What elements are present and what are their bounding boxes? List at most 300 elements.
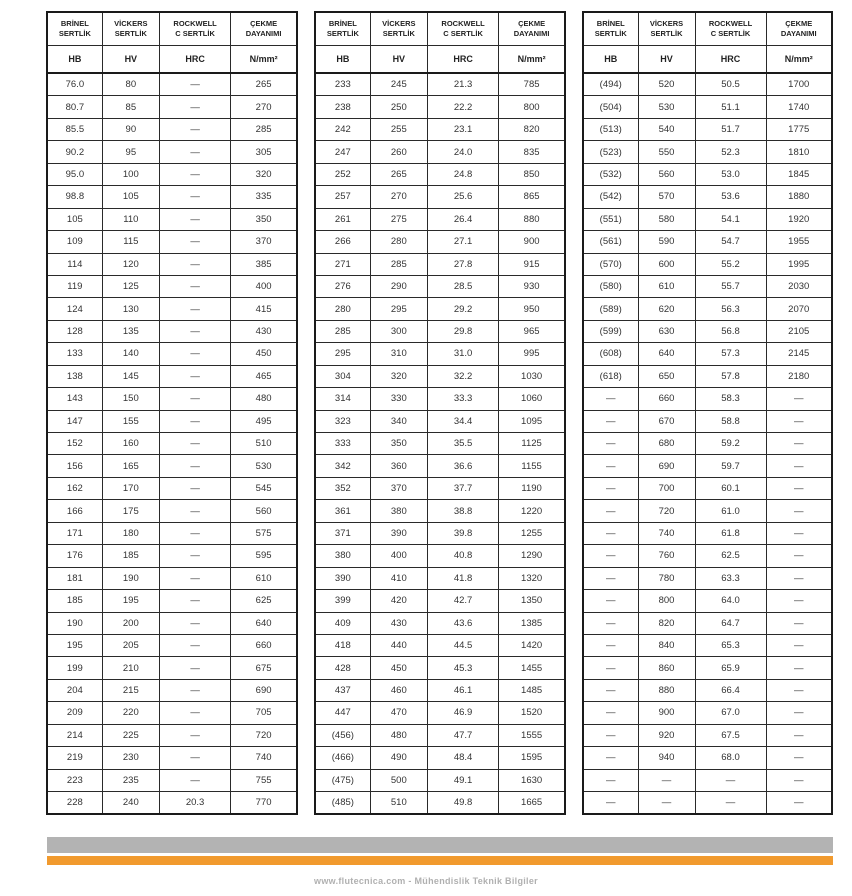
table-row	[315, 567, 565, 589]
table-cell: 176	[47, 545, 102, 567]
table-cell: 314	[315, 388, 370, 410]
table-cell: 690	[231, 679, 297, 701]
table-cell: (542)	[583, 186, 638, 208]
header-brinell: BRİNEL SERTLİK	[583, 12, 638, 46]
table-cell: 185	[102, 545, 159, 567]
table-cell: 780	[638, 567, 695, 589]
table-cell: 1995	[766, 253, 832, 275]
table-cell: 80.7	[47, 96, 102, 118]
table-row	[47, 612, 297, 634]
table-row	[583, 410, 832, 432]
table-row	[315, 747, 565, 769]
table-cell: 620	[638, 298, 695, 320]
unit-hb: HB	[583, 46, 638, 74]
table-cell: 261	[315, 208, 370, 230]
table-cell: 46.9	[427, 702, 498, 724]
table-cell: 770	[231, 792, 297, 815]
table-cell: 85.5	[47, 118, 102, 140]
table-row	[583, 73, 832, 96]
table-cell: 295	[370, 298, 427, 320]
table-cell: 115	[102, 231, 159, 253]
table-cell: 27.8	[427, 253, 498, 275]
table-cell: 342	[315, 455, 370, 477]
table-cell: 109	[47, 231, 102, 253]
header-vickers: VİCKERS SERTLİK	[638, 12, 695, 46]
table-cell: —	[766, 410, 832, 432]
table-cell: 28.5	[427, 275, 498, 297]
table-cell: (551)	[583, 208, 638, 230]
table-row	[315, 186, 565, 208]
table-row	[47, 253, 297, 275]
table-cell: 90	[102, 118, 159, 140]
table-cell: 124	[47, 298, 102, 320]
table-cell: 190	[102, 567, 159, 589]
table-cell: (513)	[583, 118, 638, 140]
table-cell: 110	[102, 208, 159, 230]
hardness-table-2	[314, 11, 566, 815]
table-cell: 350	[231, 208, 297, 230]
table-cell: 49.8	[427, 792, 498, 815]
table-row	[47, 724, 297, 746]
table-cell: 1630	[499, 769, 565, 791]
table-cell: 610	[638, 275, 695, 297]
table-cell: 570	[638, 186, 695, 208]
table-cell: —	[583, 634, 638, 656]
table-row	[47, 522, 297, 544]
table-cell: 2180	[766, 365, 832, 387]
hardness-table-3	[582, 11, 833, 815]
table-row	[583, 298, 832, 320]
table-cell: 361	[315, 500, 370, 522]
table-row	[315, 141, 565, 163]
table-cell: 147	[47, 410, 102, 432]
table-cell: 214	[47, 724, 102, 746]
table-cell: 2070	[766, 298, 832, 320]
table-cell: (561)	[583, 231, 638, 253]
table-cell: 275	[370, 208, 427, 230]
table-cell: 215	[102, 679, 159, 701]
table-cell: 930	[499, 275, 565, 297]
table-cell: 352	[315, 477, 370, 499]
table-row	[315, 477, 565, 499]
table-cell: —	[159, 679, 230, 701]
table-row	[47, 792, 297, 815]
table-row	[47, 231, 297, 253]
table-cell: 53.0	[695, 163, 766, 185]
table-cell: —	[583, 747, 638, 769]
table-cell: 1220	[499, 500, 565, 522]
table-cell: —	[159, 96, 230, 118]
table-cell: 2030	[766, 275, 832, 297]
table-cell: 24.0	[427, 141, 498, 163]
table-cell: 280	[315, 298, 370, 320]
table-cell: —	[159, 208, 230, 230]
table-cell: 209	[47, 702, 102, 724]
table-cell: —	[766, 567, 832, 589]
table-cell: 800	[638, 590, 695, 612]
table-cell: 295	[315, 343, 370, 365]
table-cell: 675	[231, 657, 297, 679]
table-row	[315, 253, 565, 275]
table-cell: 190	[47, 612, 102, 634]
header-rockwell: ROCKWELL C SERTLİK	[695, 12, 766, 46]
table-row	[47, 702, 297, 724]
table-cell: —	[583, 679, 638, 701]
table-cell: 66.4	[695, 679, 766, 701]
table-cell: —	[583, 545, 638, 567]
table-cell: —	[583, 500, 638, 522]
table-row	[315, 298, 565, 320]
table-cell: 64.7	[695, 612, 766, 634]
table-cell: 575	[231, 522, 297, 544]
table-cell: 32.2	[427, 365, 498, 387]
table-cell: 1845	[766, 163, 832, 185]
table-row	[315, 634, 565, 656]
table-cell: 47.7	[427, 724, 498, 746]
table-row	[47, 657, 297, 679]
table-cell: 114	[47, 253, 102, 275]
table-cell: 195	[102, 590, 159, 612]
table-cell: —	[159, 186, 230, 208]
table-cell: 400	[231, 275, 297, 297]
table-cell: 1955	[766, 231, 832, 253]
table-cell: 34.4	[427, 410, 498, 432]
table-cell: 56.8	[695, 320, 766, 342]
table-cell: 120	[102, 253, 159, 275]
table-cell: 700	[638, 477, 695, 499]
table-cell: 428	[315, 657, 370, 679]
table-cell: —	[766, 702, 832, 724]
table-cell: —	[159, 724, 230, 746]
table-cell: 233	[315, 73, 370, 96]
table-cell: (570)	[583, 253, 638, 275]
table-cell: 900	[638, 702, 695, 724]
table-cell: 950	[499, 298, 565, 320]
table-cell: 145	[102, 365, 159, 387]
table-cell: 98.8	[47, 186, 102, 208]
table-cell: 1920	[766, 208, 832, 230]
table-cell: 204	[47, 679, 102, 701]
table-cell: 36.6	[427, 455, 498, 477]
table-cell: 38.8	[427, 500, 498, 522]
table-cell: —	[766, 545, 832, 567]
table-cell: 1485	[499, 679, 565, 701]
table-row	[47, 96, 297, 118]
table-cell: 370	[231, 231, 297, 253]
table-row	[47, 141, 297, 163]
table-cell: 860	[638, 657, 695, 679]
table-row	[315, 455, 565, 477]
table-cell: 135	[102, 320, 159, 342]
table-cell: —	[583, 792, 638, 815]
table-cell: 520	[638, 73, 695, 96]
table-cell: 1555	[499, 724, 565, 746]
table-row	[583, 208, 832, 230]
table-cell: —	[159, 567, 230, 589]
table-cell: 55.7	[695, 275, 766, 297]
table-cell: 418	[315, 634, 370, 656]
table-cell: 640	[638, 343, 695, 365]
table-row	[315, 545, 565, 567]
table-row	[315, 231, 565, 253]
table-cell: 590	[638, 231, 695, 253]
table-row	[47, 455, 297, 477]
table-cell: —	[159, 253, 230, 275]
table-row	[47, 769, 297, 791]
table-cell: 57.3	[695, 343, 766, 365]
table-cell: 252	[315, 163, 370, 185]
table-cell: 59.2	[695, 433, 766, 455]
table-cell: 450	[370, 657, 427, 679]
table-row	[47, 343, 297, 365]
unit-nmm2: N/mm²	[231, 46, 297, 74]
table-cell: 1155	[499, 455, 565, 477]
table-row	[315, 320, 565, 342]
table-cell: 200	[102, 612, 159, 634]
table-row	[315, 208, 565, 230]
table-cell: 840	[638, 634, 695, 656]
table-cell: 740	[231, 747, 297, 769]
table-cell: 55.2	[695, 253, 766, 275]
table-cell: 185	[47, 590, 102, 612]
table-cell: —	[766, 612, 832, 634]
table-row	[47, 679, 297, 701]
table-cell: 270	[370, 186, 427, 208]
table-cell: 335	[231, 186, 297, 208]
unit-hv: HV	[638, 46, 695, 74]
table-cell: —	[583, 769, 638, 791]
table-cell: 1595	[499, 747, 565, 769]
table-cell: 175	[102, 500, 159, 522]
table-cell: —	[766, 455, 832, 477]
table-cell: 755	[231, 769, 297, 791]
table-row	[583, 500, 832, 522]
table-cell: 490	[370, 747, 427, 769]
table-cell: 595	[231, 545, 297, 567]
table-row	[583, 657, 832, 679]
table-cell: 51.7	[695, 118, 766, 140]
table-cell: 720	[638, 500, 695, 522]
table-cell: 495	[231, 410, 297, 432]
table-cell: 60.1	[695, 477, 766, 499]
table-cell: 52.3	[695, 141, 766, 163]
unit-hb: HB	[47, 46, 102, 74]
table-cell: 550	[638, 141, 695, 163]
table-row	[583, 365, 832, 387]
table-cell: 785	[499, 73, 565, 96]
table-row	[315, 792, 565, 815]
table-cell: 450	[231, 343, 297, 365]
table-row	[47, 163, 297, 185]
table-cell: 1665	[499, 792, 565, 815]
table-cell: 940	[638, 747, 695, 769]
table-row	[315, 96, 565, 118]
table-cell: 740	[638, 522, 695, 544]
table-row	[583, 567, 832, 589]
table-row	[47, 433, 297, 455]
table-cell: 285	[370, 253, 427, 275]
table-cell: 360	[370, 455, 427, 477]
table-cell: 95	[102, 141, 159, 163]
table-cell: 25.6	[427, 186, 498, 208]
footer-orange-bar	[47, 856, 833, 865]
table-cell: 320	[231, 163, 297, 185]
table-row	[47, 365, 297, 387]
table-cell: 29.2	[427, 298, 498, 320]
table-cell: 560	[638, 163, 695, 185]
table-cell: 1290	[499, 545, 565, 567]
table-cell: —	[159, 477, 230, 499]
table-cell: —	[638, 769, 695, 791]
table-cell: 660	[638, 388, 695, 410]
table-cell: 380	[315, 545, 370, 567]
table-cell: 300	[370, 320, 427, 342]
table-cell: 41.8	[427, 567, 498, 589]
table-cell: —	[159, 275, 230, 297]
table-row	[315, 410, 565, 432]
table-cell: 690	[638, 455, 695, 477]
header-tensile: ÇEKME DAYANIMI	[231, 12, 297, 46]
table-cell: 276	[315, 275, 370, 297]
table-row	[583, 455, 832, 477]
table-cell: 23.1	[427, 118, 498, 140]
table-cell: 95.0	[47, 163, 102, 185]
table-row	[47, 388, 297, 410]
table-cell: —	[159, 634, 230, 656]
table-cell: 67.0	[695, 702, 766, 724]
table-row	[583, 96, 832, 118]
table-row	[583, 545, 832, 567]
table-cell: —	[159, 500, 230, 522]
table-row	[583, 769, 832, 791]
table-row	[315, 590, 565, 612]
table-cell: 165	[102, 455, 159, 477]
table-cell: 865	[499, 186, 565, 208]
table-row	[583, 522, 832, 544]
table-cell: 27.1	[427, 231, 498, 253]
table-cell: 20.3	[159, 792, 230, 815]
table-row	[315, 702, 565, 724]
table-cell: —	[159, 522, 230, 544]
table-cell: —	[583, 657, 638, 679]
table-cell: 1060	[499, 388, 565, 410]
table-cell: 67.5	[695, 724, 766, 746]
table-cell: —	[159, 455, 230, 477]
table-cell: 510	[231, 433, 297, 455]
table-cell: 220	[102, 702, 159, 724]
table-row	[315, 500, 565, 522]
table-cell: 285	[315, 320, 370, 342]
table-cell: 285	[231, 118, 297, 140]
header-brinell: BRİNEL SERTLİK	[315, 12, 370, 46]
table-cell: —	[766, 634, 832, 656]
table-cell: 138	[47, 365, 102, 387]
table-cell: 160	[102, 433, 159, 455]
table-cell: 1810	[766, 141, 832, 163]
unit-hv: HV	[102, 46, 159, 74]
table-cell: 40.8	[427, 545, 498, 567]
table-row	[315, 163, 565, 185]
table-cell: 545	[231, 477, 297, 499]
table-cell: —	[159, 231, 230, 253]
table-cell: 440	[370, 634, 427, 656]
table-cell: 340	[370, 410, 427, 432]
table-cell: 265	[231, 73, 297, 96]
table-cell: 140	[102, 343, 159, 365]
table-cell: —	[159, 141, 230, 163]
table-cell: —	[583, 522, 638, 544]
table-cell: 350	[370, 433, 427, 455]
table-cell: —	[583, 477, 638, 499]
unit-hrc: HRC	[159, 46, 230, 74]
table-cell: 290	[370, 275, 427, 297]
table-cell: 180	[102, 522, 159, 544]
table-cell: 130	[102, 298, 159, 320]
table-cell: 250	[370, 96, 427, 118]
table-row	[47, 590, 297, 612]
table-cell: 600	[638, 253, 695, 275]
table-cell: 385	[231, 253, 297, 275]
table-cell: 238	[315, 96, 370, 118]
table-cell: 370	[370, 477, 427, 499]
unit-hrc: HRC	[695, 46, 766, 74]
table-cell: 900	[499, 231, 565, 253]
table-cell: (599)	[583, 320, 638, 342]
table-cell: —	[159, 590, 230, 612]
table-cell: 68.0	[695, 747, 766, 769]
table-cell: 371	[315, 522, 370, 544]
table-cell: 1385	[499, 612, 565, 634]
table-cell: 85	[102, 96, 159, 118]
table-row	[583, 433, 832, 455]
table-cell: 62.5	[695, 545, 766, 567]
table-cell: —	[159, 410, 230, 432]
table-cell: 59.7	[695, 455, 766, 477]
table-cell: 266	[315, 231, 370, 253]
table-cell: 270	[231, 96, 297, 118]
table-cell: 630	[638, 320, 695, 342]
table-cell: —	[766, 590, 832, 612]
table-cell: 152	[47, 433, 102, 455]
table-row	[315, 769, 565, 791]
table-cell: (456)	[315, 724, 370, 746]
table-cell: 29.8	[427, 320, 498, 342]
table-cell: 390	[315, 567, 370, 589]
header-rockwell: ROCKWELL C SERTLİK	[427, 12, 498, 46]
table-cell: —	[159, 769, 230, 791]
table-cell: 820	[499, 118, 565, 140]
table-cell: 915	[499, 253, 565, 275]
header-brinell: BRİNEL SERTLİK	[47, 12, 102, 46]
table-cell: 835	[499, 141, 565, 163]
table-cell: 1700	[766, 73, 832, 96]
table-cell: 37.7	[427, 477, 498, 499]
table-cell: —	[159, 118, 230, 140]
table-cell: 1740	[766, 96, 832, 118]
table-cell: 1095	[499, 410, 565, 432]
unit-nmm2: N/mm²	[499, 46, 565, 74]
table-row	[315, 73, 565, 96]
table-cell: —	[159, 73, 230, 96]
table-cell: 305	[231, 141, 297, 163]
table-cell: 205	[102, 634, 159, 656]
table-cell: 50.5	[695, 73, 766, 96]
table-cell: 181	[47, 567, 102, 589]
table-cell: 242	[315, 118, 370, 140]
table-cell: 199	[47, 657, 102, 679]
table-cell: 500	[370, 769, 427, 791]
table-cell: 1320	[499, 567, 565, 589]
